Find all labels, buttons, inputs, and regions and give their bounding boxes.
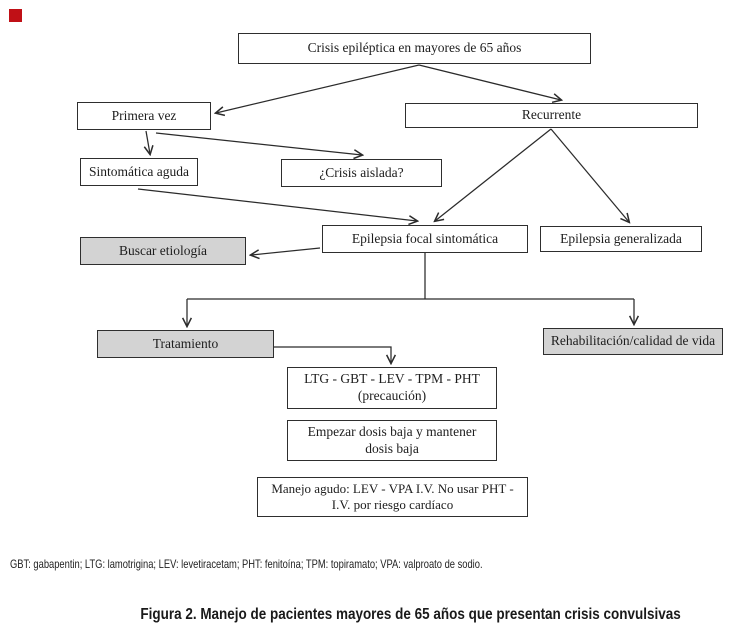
node-epilepsia-focal <box>322 225 528 253</box>
node-sintomatica-aguda <box>80 158 198 186</box>
arrow-primera-vez-to-sintomatica-aguda <box>146 131 150 154</box>
node-sintomatica-aguda-label: Sintomática aguda <box>88 163 190 179</box>
arrow-tratamiento-to-farmacos <box>274 347 391 363</box>
node-rehabilitacion <box>543 328 723 355</box>
node-tratamiento <box>97 330 274 358</box>
arrow-recurrente-to-epilepsia-focal <box>435 129 551 221</box>
node-crisis-label: Crisis epiléptica en mayores de 65 años <box>307 40 522 56</box>
arrow-crisis-to-recurrente <box>419 65 561 100</box>
node-dosis-line2: dosis baja <box>365 440 419 456</box>
node-primera-vez <box>77 102 211 130</box>
node-epilepsia-focal-label: Epilepsia focal sintomática <box>351 230 499 246</box>
node-rehabilitacion-label: Rehabilitación/calidad de vida <box>550 333 716 349</box>
node-epilepsia-generalizada-label: Epilepsia generalizada <box>560 230 682 246</box>
arrow-sintomatica-aguda-to-epilepsia-focal <box>138 189 417 221</box>
arrow-recurrente-to-epilepsia-generalizada <box>551 129 629 222</box>
figure-caption <box>0 606 738 624</box>
node-primera-vez-label: Primera vez <box>111 107 177 123</box>
abbreviations-footnote <box>10 557 616 571</box>
node-buscar-etiologia-label: Buscar etiología <box>118 242 208 258</box>
arrow-primera-vez-to-crisis-aislada <box>156 133 362 155</box>
abbreviations-footnote-text: GBT: gabapentin; LTG: lamotrigina; LEV: levetiracetam; PHT: fenitoína; TPM: topiramato; VPA: valproato de sodio. <box>10 557 483 571</box>
node-recurrente-label: Recurrente <box>521 107 582 123</box>
node-dosis <box>287 420 497 461</box>
node-crisis <box>238 33 591 64</box>
node-farmacos-line1: LTG - GBT - LEV - TPM - PHT <box>304 371 480 387</box>
node-tratamiento-label: Tratamiento <box>152 335 219 351</box>
node-epilepsia-generalizada <box>540 226 702 252</box>
node-manejo-agudo <box>257 477 528 517</box>
node-crisis-aislada <box>281 159 442 187</box>
node-crisis-aislada-label: ¿Crisis aislada? <box>319 164 404 180</box>
node-manejo-agudo-line1: Manejo agudo: LEV - VPA I.V. No usar PHT - <box>271 480 514 496</box>
node-recurrente <box>405 103 698 128</box>
figure-caption-text: Figura 2. Manejo de pacientes mayores de 65 años que presentan crisis convulsivas <box>140 606 682 623</box>
node-farmacos <box>287 367 497 409</box>
node-farmacos-line2: (precaución) <box>357 388 427 403</box>
node-dosis-line1: Empezar dosis baja y mantener <box>307 423 477 439</box>
arrow-epilepsia-focal-to-buscar-etiologia <box>251 248 320 255</box>
node-manejo-agudo-line2: I.V. por riesgo cardíaco <box>331 497 454 512</box>
arrow-crisis-to-primera-vez <box>216 65 419 113</box>
node-buscar-etiologia <box>80 237 246 265</box>
